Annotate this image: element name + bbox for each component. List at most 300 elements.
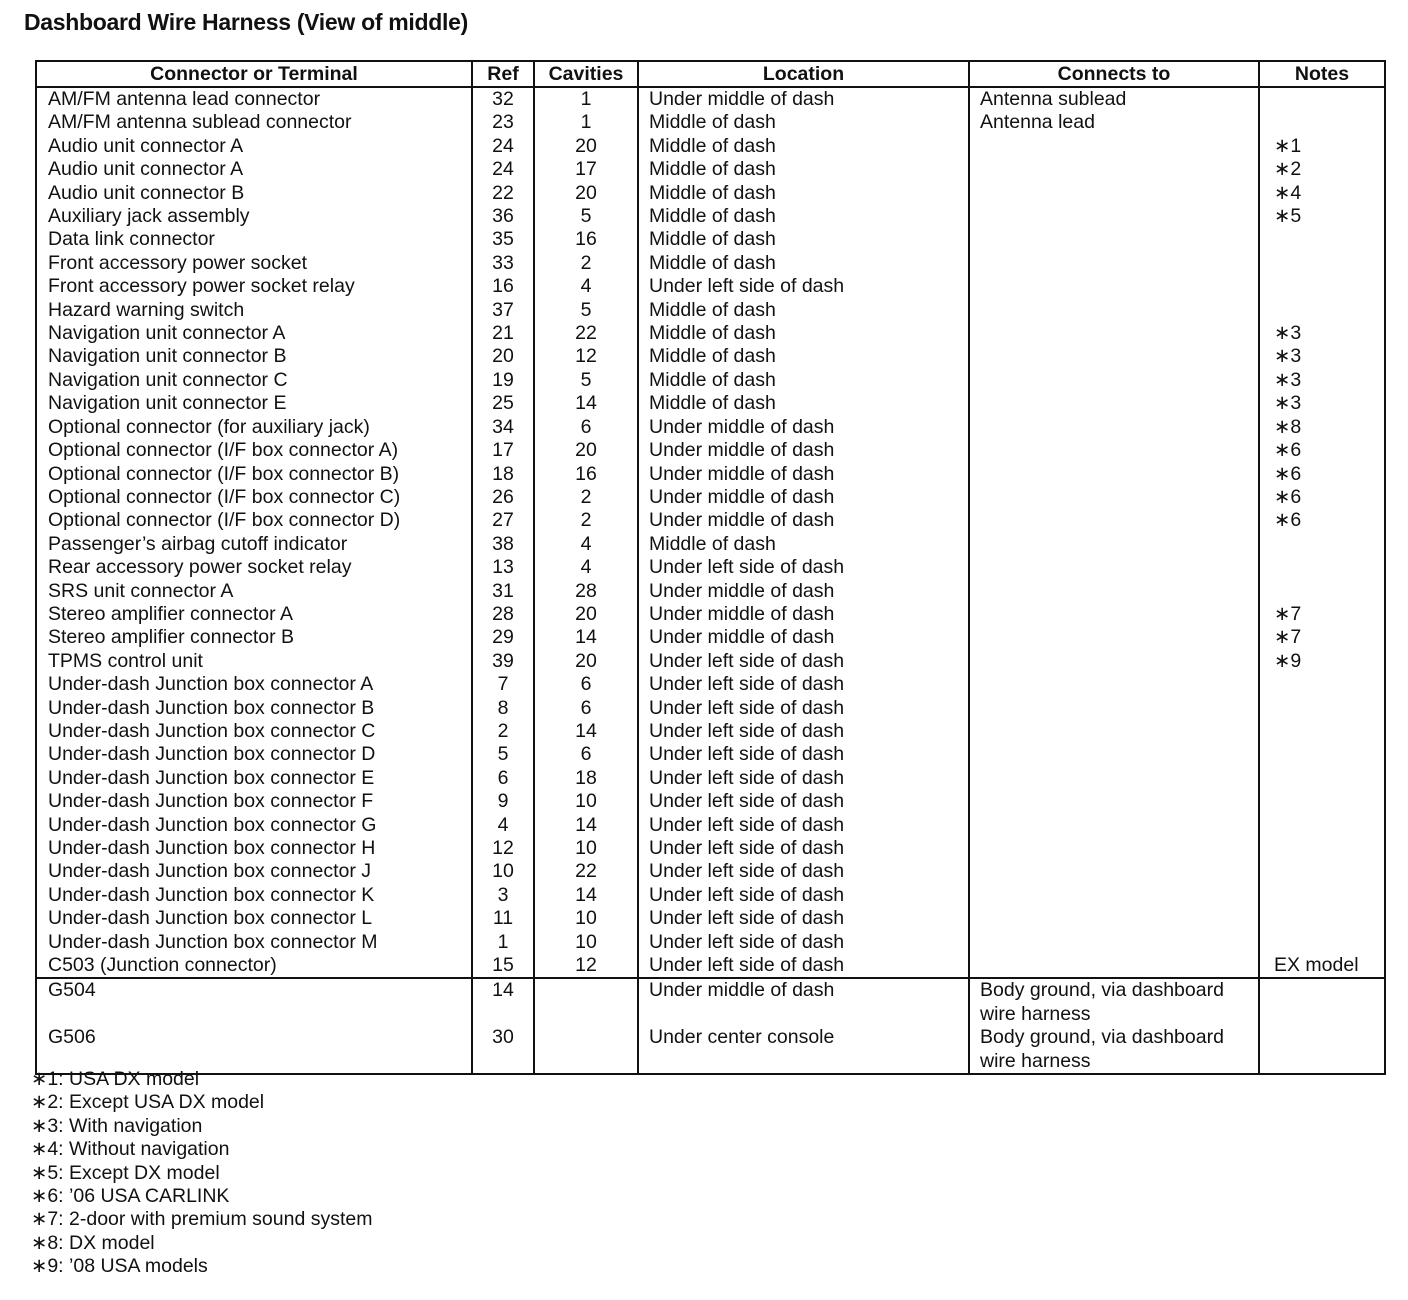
cell-ref: 36 [472, 205, 534, 228]
cell-ref: 1 [472, 931, 534, 954]
cell-connector: Optional connector (I/F box connector A) [48, 439, 399, 462]
cell-connects-to [969, 580, 1259, 603]
footnote-item: ∗1: USA DX model [31, 1068, 200, 1090]
cell-cavities: 20 [534, 650, 638, 673]
cell-notes [1259, 697, 1385, 720]
table-row [36, 509, 1385, 532]
cell-connects-to [969, 626, 1259, 649]
cell-connects-to [969, 205, 1259, 228]
table-row [36, 228, 1385, 251]
cell-cavities: 12 [534, 345, 638, 368]
cell-connects-to [969, 416, 1259, 439]
cell-ref: 24 [472, 135, 534, 158]
cell-location: Middle of dash [638, 228, 969, 251]
cell-connector: SRS unit connector A [48, 579, 234, 602]
cell-connects-to [969, 767, 1259, 790]
cell-location: Middle of dash [638, 252, 969, 275]
cell-notes [1259, 533, 1385, 556]
cell-connector: Navigation unit connector A [48, 322, 286, 345]
cell-location: Under left side of dash [638, 884, 969, 907]
table-row [36, 205, 1385, 228]
cell-notes [1259, 87, 1385, 111]
cell-ref: 20 [472, 345, 534, 368]
cell-notes [1259, 228, 1385, 251]
cell-notes: ∗5 [1259, 205, 1385, 228]
cell-notes [1259, 978, 1385, 1026]
table-row [36, 392, 1385, 415]
cell-ref: 4 [472, 814, 534, 837]
cell-ref: 39 [472, 650, 534, 673]
cell-cavities: 4 [534, 556, 638, 579]
table-row [36, 556, 1385, 579]
cell-location: Middle of dash [638, 111, 969, 134]
cell-cavities: 22 [534, 322, 638, 345]
cell-connector: Under-dash Junction box connector F [48, 790, 374, 813]
cell-ref: 5 [472, 743, 534, 766]
cell-ref: 6 [472, 767, 534, 790]
cell-cavities: 10 [534, 907, 638, 930]
cell-ref: 15 [472, 954, 534, 978]
cell-connects-to [969, 907, 1259, 930]
cell-cavities: 12 [534, 954, 638, 978]
table-row [36, 1026, 1385, 1074]
cell-connector: Navigation unit connector B [48, 345, 287, 368]
cell-ref: 35 [472, 228, 534, 251]
cell-location: Middle of dash [638, 392, 969, 415]
cell-location: Under middle of dash [638, 978, 969, 1026]
table-row [36, 275, 1385, 298]
cell-cavities: 14 [534, 720, 638, 743]
cell-notes [1259, 767, 1385, 790]
table-row [36, 626, 1385, 649]
cell-connects-to [969, 369, 1259, 392]
cell-location: Under middle of dash [638, 439, 969, 462]
cell-cavities: 2 [534, 509, 638, 532]
cell-location: Under middle of dash [638, 509, 969, 532]
cell-notes [1259, 837, 1385, 860]
cell-connects-to [969, 252, 1259, 275]
cell-connector: Front accessory power socket [48, 251, 308, 274]
cell-location: Under left side of dash [638, 931, 969, 954]
cell-notes [1259, 790, 1385, 813]
table-row [36, 650, 1385, 673]
cell-cavities: 2 [534, 252, 638, 275]
cell-connects-to [969, 275, 1259, 298]
cell-ref: 30 [472, 1026, 534, 1074]
table-row [36, 439, 1385, 462]
cell-connects-to: Antenna lead [969, 111, 1259, 134]
cell-notes: ∗9 [1259, 650, 1385, 673]
table-row [36, 814, 1385, 837]
table-row [36, 345, 1385, 368]
cell-location: Under middle of dash [638, 486, 969, 509]
cell-notes: ∗6 [1259, 463, 1385, 486]
cell-connector: Audio unit connector B [48, 181, 245, 204]
cell-connects-to [969, 135, 1259, 158]
cell-ref: 25 [472, 392, 534, 415]
footnote-item: ∗3: With navigation [31, 1114, 203, 1137]
cell-cavities [534, 978, 638, 1026]
table-row [36, 416, 1385, 439]
table-row [36, 931, 1385, 954]
cell-connects-to [969, 228, 1259, 251]
table-row [36, 978, 1385, 1026]
footnote-item: ∗6: ’06 USA CARLINK [31, 1185, 230, 1208]
cell-connector: TPMS control unit [48, 649, 203, 672]
cell-ref: 11 [472, 907, 534, 930]
cell-location: Under left side of dash [638, 767, 969, 790]
cell-cavities: 14 [534, 626, 638, 649]
cell-ref: 16 [472, 275, 534, 298]
cell-location: Under center console [638, 1026, 969, 1074]
table-row [36, 486, 1385, 509]
cell-connector: Auxiliary jack assembly [48, 205, 250, 228]
table-row [36, 252, 1385, 275]
cell-notes: ∗2 [1259, 158, 1385, 181]
table-row [36, 580, 1385, 603]
cell-notes: ∗6 [1259, 439, 1385, 462]
cell-connects-to [969, 931, 1259, 954]
cell-location: Under middle of dash [638, 626, 969, 649]
cell-cavities: 10 [534, 837, 638, 860]
cell-cavities: 20 [534, 135, 638, 158]
cell-connector: Passenger’s airbag cutoff indicator [48, 532, 348, 555]
table-row [36, 884, 1385, 907]
cell-connects-to [969, 673, 1259, 696]
cell-ref: 32 [472, 87, 534, 111]
cell-cavities: 10 [534, 790, 638, 813]
cell-cavities: 2 [534, 486, 638, 509]
cell-location: Under left side of dash [638, 556, 969, 579]
cell-ref: 37 [472, 299, 534, 322]
cell-notes: ∗1 [1259, 135, 1385, 158]
footnote-item: ∗8: DX model [31, 1231, 155, 1254]
table-row [36, 673, 1385, 696]
cell-connector: G506 [48, 1026, 96, 1049]
cell-connector: Audio unit connector A [48, 158, 244, 181]
cell-location: Under middle of dash [638, 603, 969, 626]
cell-connects-to [969, 814, 1259, 837]
cell-connector: Under-dash Junction box connector H [48, 837, 376, 859]
cell-connector: AM/FM antenna lead connector [48, 88, 321, 110]
table-row [36, 603, 1385, 626]
cell-location: Middle of dash [638, 345, 969, 368]
cell-ref: 7 [472, 673, 534, 696]
cell-ref: 8 [472, 697, 534, 720]
cell-cavities: 6 [534, 743, 638, 766]
cell-connector: Optional connector (for auxiliary jack) [48, 415, 370, 438]
cell-location: Under left side of dash [638, 790, 969, 813]
cell-location: Under left side of dash [638, 697, 969, 720]
cell-notes: ∗3 [1259, 345, 1385, 368]
footnote-item: ∗7: 2-door with premium sound system [31, 1208, 373, 1231]
table-row [36, 790, 1385, 813]
cell-notes: ∗4 [1259, 182, 1385, 205]
cell-connects-to [969, 345, 1259, 368]
cell-connects-to: Body ground, via dashboard wire harness [969, 1026, 1259, 1074]
header-connects-to: Connects to [969, 61, 1259, 87]
footnote-item: ∗9: ’08 USA models [31, 1255, 208, 1278]
cell-connects-to [969, 790, 1259, 813]
footnote-item: ∗2: Except USA DX model [31, 1091, 265, 1114]
cell-ref: 9 [472, 790, 534, 813]
table-row [36, 111, 1385, 134]
cell-location: Middle of dash [638, 369, 969, 392]
cell-ref: 26 [472, 486, 534, 509]
cell-notes [1259, 111, 1385, 134]
cell-location: Middle of dash [638, 322, 969, 345]
cell-connects-to [969, 533, 1259, 556]
cell-ref: 2 [472, 720, 534, 743]
cell-location: Middle of dash [638, 135, 969, 158]
cell-notes [1259, 907, 1385, 930]
cell-connector: Stereo amplifier connector B [48, 626, 295, 649]
table-row [36, 907, 1385, 930]
cell-cavities: 6 [534, 697, 638, 720]
footnote-item: ∗5: Except DX model [31, 1161, 220, 1184]
cell-location: Middle of dash [638, 182, 969, 205]
cell-notes: ∗6 [1259, 509, 1385, 532]
header-notes: Notes [1259, 61, 1385, 87]
cell-connector: Under-dash Junction box connector L [48, 907, 373, 930]
cell-connects-to [969, 158, 1259, 181]
cell-connector: Under-dash Junction box connector D [48, 743, 376, 766]
cell-location: Under left side of dash [638, 673, 969, 696]
cell-connector: G504 [36, 978, 472, 1026]
cell-notes: ∗3 [1259, 322, 1385, 345]
cell-connects-to [969, 486, 1259, 509]
cell-cavities: 5 [534, 369, 638, 392]
cell-cavities: 5 [534, 205, 638, 228]
cell-ref: 27 [472, 509, 534, 532]
cell-connector: Under-dash Junction box connector G [48, 813, 377, 836]
cell-connector: Optional connector (I/F box connector D) [48, 509, 401, 532]
cell-connects-to [969, 743, 1259, 766]
table-row [36, 767, 1385, 790]
cell-ref: 28 [472, 603, 534, 626]
cell-notes: ∗7 [1259, 626, 1385, 649]
cell-cavities: 4 [534, 533, 638, 556]
cell-connects-to [969, 860, 1259, 883]
cell-connects-to [969, 509, 1259, 532]
cell-location: Under middle of dash [638, 463, 969, 486]
cell-location: Under left side of dash [638, 954, 969, 978]
cell-ref: 24 [472, 158, 534, 181]
cell-location: Under left side of dash [638, 860, 969, 883]
cell-ref: 12 [472, 837, 534, 860]
table-row [36, 158, 1385, 181]
cell-location: Under middle of dash [638, 87, 969, 111]
cell-notes [1259, 860, 1385, 883]
cell-connector: Under-dash Junction box connector E [48, 766, 375, 789]
cell-notes [1259, 556, 1385, 579]
table-body [36, 87, 1385, 1074]
cell-connector: Hazard warning switch [48, 298, 245, 321]
header-location: Location [638, 61, 969, 87]
table-row [36, 87, 1385, 111]
footnote-item: ∗4: Without navigation [31, 1138, 230, 1161]
table-row [36, 463, 1385, 486]
table-row [36, 299, 1385, 322]
cell-connects-to: Body ground, via dashboard wire harness [969, 978, 1259, 1026]
cell-connector: Under-dash Junction box connector K [48, 883, 375, 906]
cell-cavities: 20 [534, 439, 638, 462]
cell-connects-to [969, 650, 1259, 673]
cell-cavities: 22 [534, 860, 638, 883]
cell-notes [1259, 299, 1385, 322]
cell-connector: Front accessory power socket relay [48, 275, 355, 298]
cell-connector: AM/FM antenna sublead connector [48, 111, 352, 134]
cell-ref: 3 [472, 884, 534, 907]
cell-notes [1259, 1026, 1385, 1074]
cell-ref: 38 [472, 533, 534, 556]
cell-cavities: 1 [534, 87, 638, 111]
cell-ref: 17 [472, 439, 534, 462]
table-row [36, 860, 1385, 883]
cell-cavities: 10 [534, 931, 638, 954]
cell-cavities: 16 [534, 228, 638, 251]
cell-notes: ∗3 [1259, 369, 1385, 392]
cell-cavities: 28 [534, 580, 638, 603]
cell-notes [1259, 814, 1385, 837]
header-connector: Connector or Terminal [36, 61, 472, 87]
table-row [36, 720, 1385, 743]
cell-cavities: 6 [534, 416, 638, 439]
cell-cavities [534, 1026, 638, 1074]
cell-location: Middle of dash [638, 158, 969, 181]
cell-connector: Stereo amplifier connector A [48, 602, 293, 625]
cell-cavities: 4 [534, 275, 638, 298]
cell-location: Under left side of dash [638, 837, 969, 860]
cell-connector: Under-dash Junction box connector M [48, 930, 378, 953]
header-ref: Ref [472, 61, 534, 87]
cell-cavities: 17 [534, 158, 638, 181]
cell-notes [1259, 580, 1385, 603]
cell-ref: 31 [472, 580, 534, 603]
page-title: Dashboard Wire Harness (View of middle) [24, 9, 468, 35]
cell-connects-to: Antenna sublead [969, 87, 1259, 111]
cell-cavities: 14 [534, 814, 638, 837]
cell-connects-to [969, 322, 1259, 345]
cell-connects-to [969, 697, 1259, 720]
cell-cavities: 14 [534, 884, 638, 907]
cell-ref: 13 [472, 556, 534, 579]
cell-cavities: 20 [534, 603, 638, 626]
cell-connects-to [969, 463, 1259, 486]
cell-ref: 22 [472, 182, 534, 205]
cell-connects-to [969, 884, 1259, 907]
cell-connector: Under-dash Junction box connector J [48, 860, 372, 883]
table-row [36, 697, 1385, 720]
cell-location: Under left side of dash [638, 743, 969, 766]
cell-ref: 18 [472, 463, 534, 486]
cell-location: Middle of dash [638, 299, 969, 322]
cell-location: Under left side of dash [638, 720, 969, 743]
cell-notes [1259, 743, 1385, 766]
table-row [36, 182, 1385, 205]
cell-notes: ∗8 [1259, 416, 1385, 439]
cell-cavities: 14 [534, 392, 638, 415]
table-row [36, 135, 1385, 158]
cell-cavities: 5 [534, 299, 638, 322]
cell-location: Under middle of dash [638, 580, 969, 603]
cell-connects-to [969, 439, 1259, 462]
cell-ref: 14 [472, 978, 534, 1026]
header-cavities: Cavities [534, 61, 638, 87]
cell-connects-to [969, 182, 1259, 205]
cell-connector: Navigation unit connector C [48, 368, 288, 391]
table-row [36, 837, 1385, 860]
cell-connects-to [969, 392, 1259, 415]
cell-notes [1259, 884, 1385, 907]
cell-cavities: 20 [534, 182, 638, 205]
cell-ref: 33 [472, 252, 534, 275]
cell-connector: Under-dash Junction box connector C [48, 719, 376, 742]
cell-connects-to [969, 954, 1259, 978]
cell-connects-to [969, 720, 1259, 743]
cell-connector: Optional connector (I/F box connector B) [48, 462, 400, 485]
cell-connector: Audio unit connector A [48, 134, 244, 157]
table-row [36, 369, 1385, 392]
table-header-row [36, 61, 1385, 87]
cell-notes: ∗3 [1259, 392, 1385, 415]
table-row [36, 322, 1385, 345]
cell-location: Under left side of dash [638, 650, 969, 673]
cell-cavities: 1 [534, 111, 638, 134]
cell-connector: Optional connector (I/F box connector C) [48, 485, 401, 508]
cell-ref: 29 [472, 626, 534, 649]
cell-connector: Under-dash Junction box connector B [48, 696, 375, 719]
cell-location: Under left side of dash [638, 275, 969, 298]
cell-notes [1259, 673, 1385, 696]
cell-ref: 10 [472, 860, 534, 883]
cell-notes: EX model [1259, 954, 1385, 978]
cell-connector: Under-dash Junction box connector A [48, 673, 374, 696]
cell-notes [1259, 720, 1385, 743]
table-row [36, 743, 1385, 766]
footnotes [31, 1068, 372, 1279]
cell-notes: ∗6 [1259, 486, 1385, 509]
cell-connector: Navigation unit connector E [48, 392, 287, 415]
table-row [36, 533, 1385, 556]
cell-connects-to [969, 556, 1259, 579]
cell-location: Under left side of dash [638, 814, 969, 837]
cell-location: Middle of dash [638, 533, 969, 556]
cell-location: Under middle of dash [638, 416, 969, 439]
cell-ref: 19 [472, 369, 534, 392]
cell-cavities: 18 [534, 767, 638, 790]
cell-location: Middle of dash [638, 205, 969, 228]
cell-cavities: 16 [534, 463, 638, 486]
cell-ref: 21 [472, 322, 534, 345]
cell-ref: 23 [472, 111, 534, 134]
cell-location: Under left side of dash [638, 907, 969, 930]
cell-notes: ∗7 [1259, 603, 1385, 626]
cell-connects-to [969, 299, 1259, 322]
cell-cavities: 6 [534, 673, 638, 696]
wire-harness-table [35, 60, 1386, 1075]
cell-connects-to [969, 837, 1259, 860]
table-row [36, 954, 1385, 978]
cell-notes [1259, 931, 1385, 954]
cell-connector: C503 (Junction connector) [48, 954, 277, 977]
cell-connects-to [969, 603, 1259, 626]
cell-notes [1259, 275, 1385, 298]
cell-ref: 34 [472, 416, 534, 439]
cell-notes [1259, 252, 1385, 275]
cell-connector: Data link connector [48, 228, 215, 251]
cell-connector: Rear accessory power socket relay [48, 556, 352, 579]
